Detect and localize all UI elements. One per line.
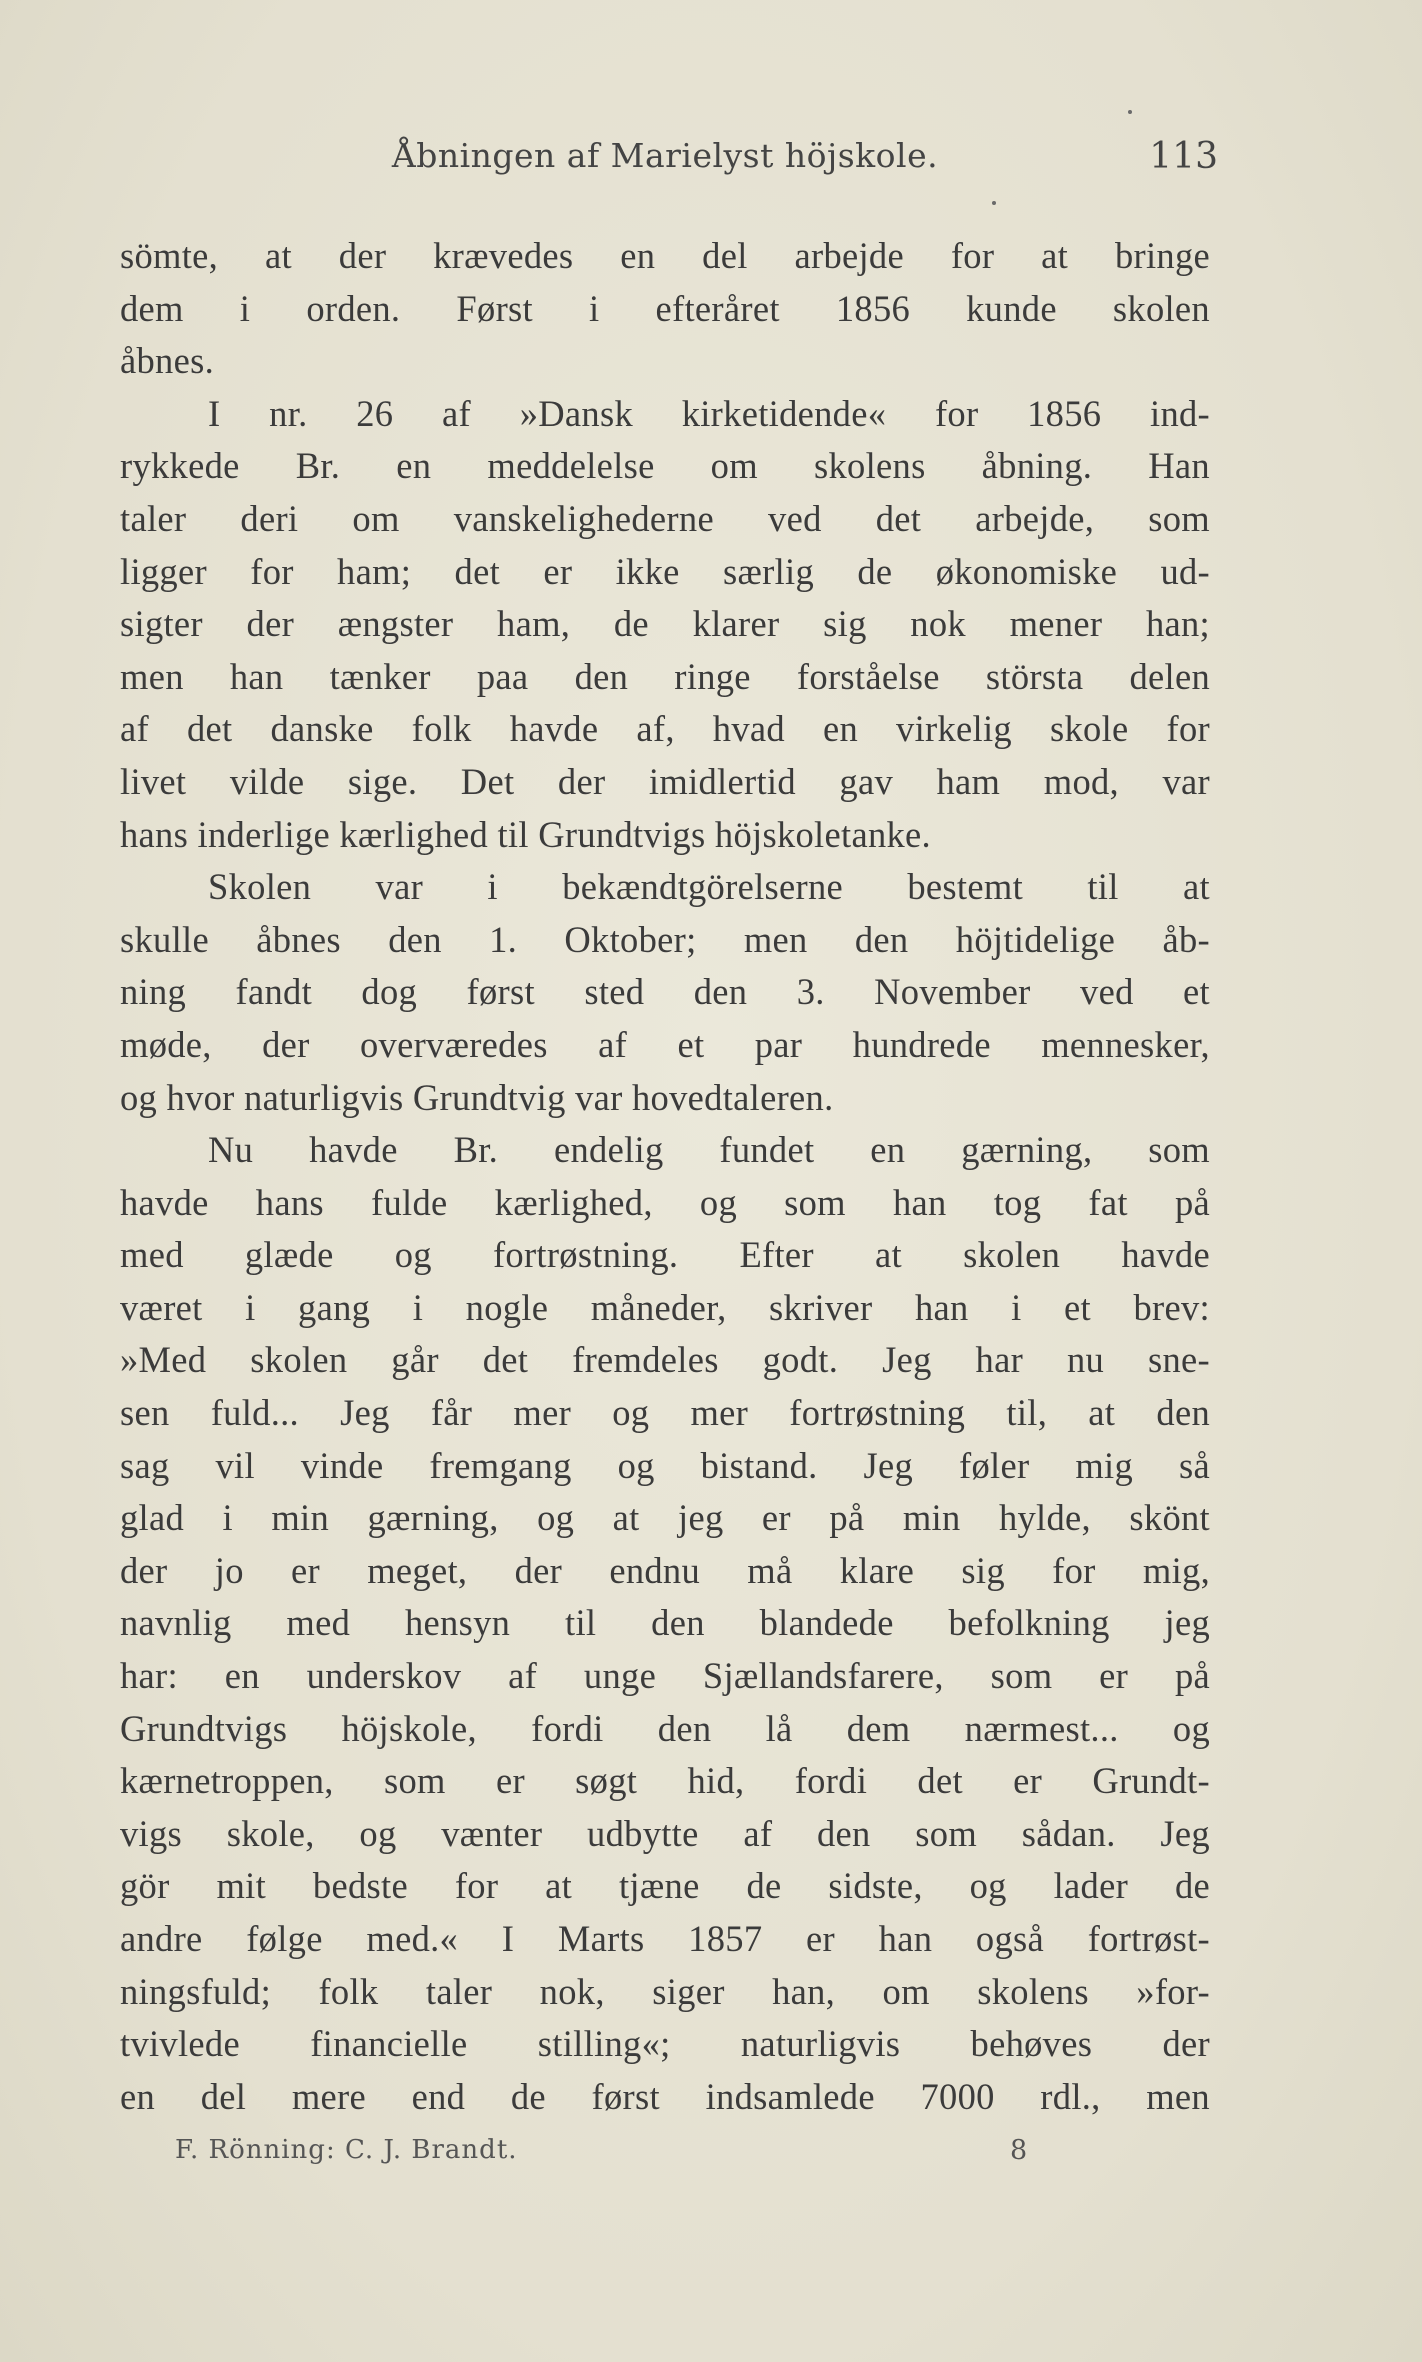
text-line: Nu havde Br. endelig fundet en gærning, som xyxy=(208,1129,1210,1171)
running-head xyxy=(120,136,1218,180)
text-line: med glæde og fortrøstning. Efter at skolen havde xyxy=(120,1234,1210,1276)
text-line: dem i orden. Først i efteråret 1856 kunde skolen xyxy=(120,287,1210,329)
text-line: ningsfuld; folk taler nok, siger han, om skolens »for- xyxy=(120,1970,1210,2012)
text-line: »Med skolen går det fremdeles godt. Jeg har nu sne- xyxy=(120,1339,1210,1381)
text-line: sömte, at der krævedes en del arbejde for at bringe xyxy=(120,235,1210,276)
text-line: der jo er meget, der endnu må klare sig for mig, xyxy=(120,1549,1210,1591)
text-line: Grundtvigs höjskole, fordi den lå dem nærmest... og xyxy=(120,1707,1210,1749)
text-line: livet vilde sige. Det der imidlertid gav ham mod, var xyxy=(120,760,1210,802)
text-line: sag vil vinde fremgang og bistand. Jeg føler mig så xyxy=(120,1444,1210,1486)
text-line: tvivlede financielle stilling«; naturligvis behøves der xyxy=(120,2023,1210,2065)
text-line: ligger for ham; det er ikke særlig de økonomiske ud- xyxy=(120,550,1210,592)
text-line: andre følge med.« I Marts 1857 er han også fortrøst- xyxy=(120,1918,1210,1959)
page-footer xyxy=(175,2135,1075,2175)
text-line: hans inderlige kærlighed til Grundtvigs höjskoletanke. xyxy=(120,813,931,855)
text-line: været i gang i nogle måneder, skriver han i et brev: xyxy=(120,1286,1210,1328)
text-line: rykkede Br. en meddelelse om skolens åbning. Han xyxy=(120,445,1210,487)
text-line: en del mere end de først indsamlede 7000 rdl., men xyxy=(120,2075,1210,2117)
text-line: gör mit bedste for at tjæne de sidste, og lader de xyxy=(120,1865,1210,1907)
text-line: Skolen var i bekændtgörelserne bestemt til at xyxy=(208,866,1210,908)
text-line: vigs skole, og vænter udbytte af den som sådan. Jeg xyxy=(120,1812,1210,1854)
text-line: har: en underskov af unge Sjællandsfarere, som er på xyxy=(120,1655,1210,1697)
text-line: sigter der ængster ham, de klarer sig nok mener han; xyxy=(120,603,1210,645)
footer-author: F. Rönning: C. J. Brandt. xyxy=(175,2135,518,2165)
text-line: åbnes. xyxy=(120,340,215,382)
text-line: skulle åbnes den 1. Oktober; men den höjtidelige åb- xyxy=(120,918,1210,960)
text-line: glad i min gærning, og at jeg er på min hylde, skönt xyxy=(120,1497,1210,1539)
text-line: ning fandt dog først sted den 3. November ved et xyxy=(120,971,1210,1013)
paper-speck xyxy=(992,201,996,205)
page-number: 113 xyxy=(1149,136,1218,177)
text-line: og hvor naturligvis Grundtvig var hovedtaleren. xyxy=(120,1076,834,1118)
text-line: sen fuld... Jeg får mer og mer fortrøstning til, at den xyxy=(120,1392,1210,1434)
text-line: I nr. 26 af »Dansk kirketidende« for 1856 ind- xyxy=(208,392,1210,434)
text-line: navnlig med hensyn til den blandede befolkning jeg xyxy=(120,1602,1210,1644)
body-text xyxy=(120,230,1210,2123)
text-line: men han tænker paa den ringe forståelse största delen xyxy=(120,655,1210,697)
text-line: møde, der overværedes af et par hundrede mennesker, xyxy=(120,1023,1210,1065)
paper-speck xyxy=(1128,110,1132,114)
text-line: havde hans fulde kærlighed, og som han tog fat på xyxy=(120,1181,1210,1223)
running-title: Åbningen af Marielyst höjskole. xyxy=(391,136,939,175)
text-line: kærnetroppen, som er søgt hid, fordi det er Grundt- xyxy=(120,1760,1210,1802)
text-line: af det danske folk havde af, hvad en virkelig skole for xyxy=(120,708,1210,750)
text-line: taler deri om vanskelighederne ved det arbejde, som xyxy=(120,497,1210,539)
signature-mark: 8 xyxy=(1010,2135,1028,2166)
